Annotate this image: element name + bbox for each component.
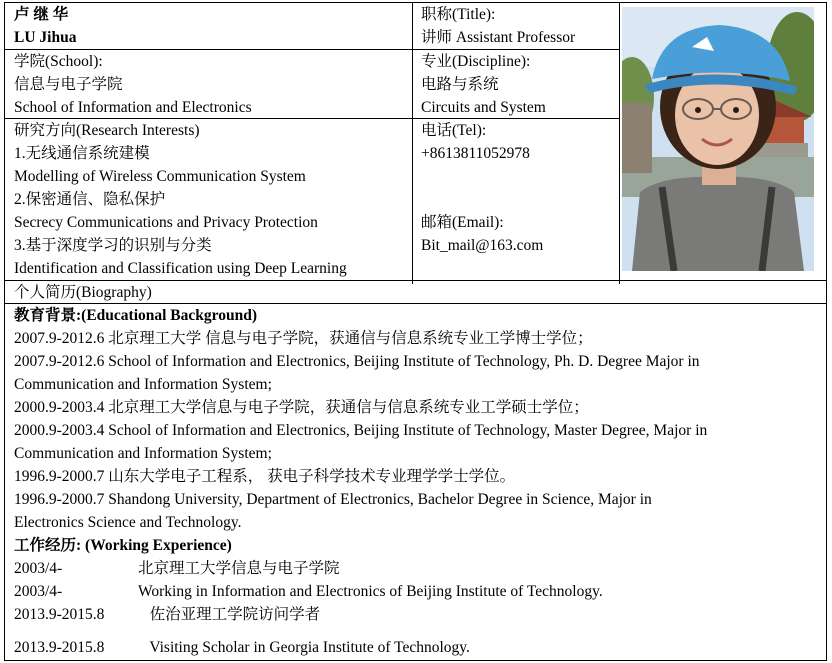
biography-body: [5, 304, 826, 659]
tel-label: 电话(Tel):: [421, 122, 487, 139]
biography-header-cell: [5, 281, 826, 304]
school-cell: [5, 50, 412, 119]
education-line: Communication and Information System;: [14, 445, 272, 462]
work-entry: [14, 636, 826, 659]
discipline-cell: [412, 50, 619, 119]
research-line: 2.保密通信、隐私保护: [14, 191, 166, 208]
name-cn: 卢 继 华: [14, 6, 69, 23]
research-line: Secrecy Communications and Privacy Protection: [14, 214, 318, 231]
discipline-label: 专业(Discipline):: [421, 53, 531, 70]
education-line: 1996.9-2000.7 山东大学电子工程系， 获电子科学技术专业理学学士学位。: [14, 468, 516, 485]
discipline-en: Circuits and System: [421, 99, 546, 116]
work-date: 2013.9-2015.8: [14, 639, 105, 656]
research-cell: [5, 119, 412, 280]
education-line: 2000.9-2003.4 School of Information and Electronics, Beijing Institute of Technology, Master Degree, Major in: [14, 422, 708, 439]
school-cn: 信息与电子学院: [14, 76, 123, 93]
name-en: LU Jihua: [14, 29, 77, 46]
email-value: Bit_mail@163.com: [421, 237, 544, 254]
work-text: Visiting Scholar in Georgia Institute of Technology.: [138, 639, 470, 656]
title-cell: [412, 3, 619, 49]
portrait-photo-icon: [622, 7, 814, 271]
work-heading: 工作经历: (Working Experience): [14, 537, 232, 554]
title-label: 职称(Title):: [421, 6, 496, 23]
work-date: 2013.9-2015.8: [14, 606, 105, 623]
work-text: 佐治亚理工学院访问学者: [138, 606, 321, 623]
research-label: 研究方向(Research Interests): [14, 122, 200, 139]
name-cell: [5, 3, 412, 49]
education-heading: 教育背景:(Educational Background): [14, 307, 258, 324]
research-line: 1.无线通信系统建模: [14, 145, 150, 162]
education-line: Electronics Science and Technology.: [14, 514, 242, 531]
education-line: Communication and Information System;: [14, 376, 272, 393]
work-text: Working in Information and Electronics of Beijing Institute of Technology.: [138, 583, 603, 600]
divider: [619, 3, 620, 284]
work-entry: [14, 603, 826, 626]
research-line: Identification and Classification using Deep Learning: [14, 260, 347, 277]
biography-header: 个人简历(Biography): [14, 284, 152, 301]
education-line: 2007.9-2012.6 School of Information and Electronics, Beijing Institute of Technology, Ph. D. Degree Major in: [14, 353, 700, 370]
education-line: 2007.9-2012.6 北京理工大学 信息与电子学院，获通信与信息系统专业工学博士学位；: [14, 330, 593, 347]
education-line: 2000.9-2003.4 北京理工大学信息与电子学院，获通信与信息系统专业工学硕士学位；: [14, 399, 589, 416]
research-line: 3.基于深度学习的识别与分类: [14, 237, 212, 254]
research-line: Modelling of Wireless Communication System: [14, 168, 306, 185]
portrait-photo: [622, 7, 814, 271]
education-line: 1996.9-2000.7 Shandong University, Department of Electronics, Bachelor Degree in Science, Major in: [14, 491, 652, 508]
title-value: 讲师 Assistant Professor: [421, 29, 576, 46]
work-date: 2003/4-: [14, 560, 63, 577]
school-en: School of Information and Electronics: [14, 99, 252, 116]
discipline-cn: 电路与系统: [421, 76, 499, 93]
school-label: 学院(School):: [14, 53, 103, 70]
work-date: 2003/4-: [14, 583, 63, 600]
work-entry: [14, 580, 826, 603]
work-entry: [14, 557, 826, 580]
contact-cell: [412, 119, 619, 257]
tel-value: +8613811052978: [421, 145, 530, 162]
email-label: 邮箱(Email):: [421, 214, 504, 231]
work-text: 北京理工大学信息与电子学院: [138, 560, 340, 577]
